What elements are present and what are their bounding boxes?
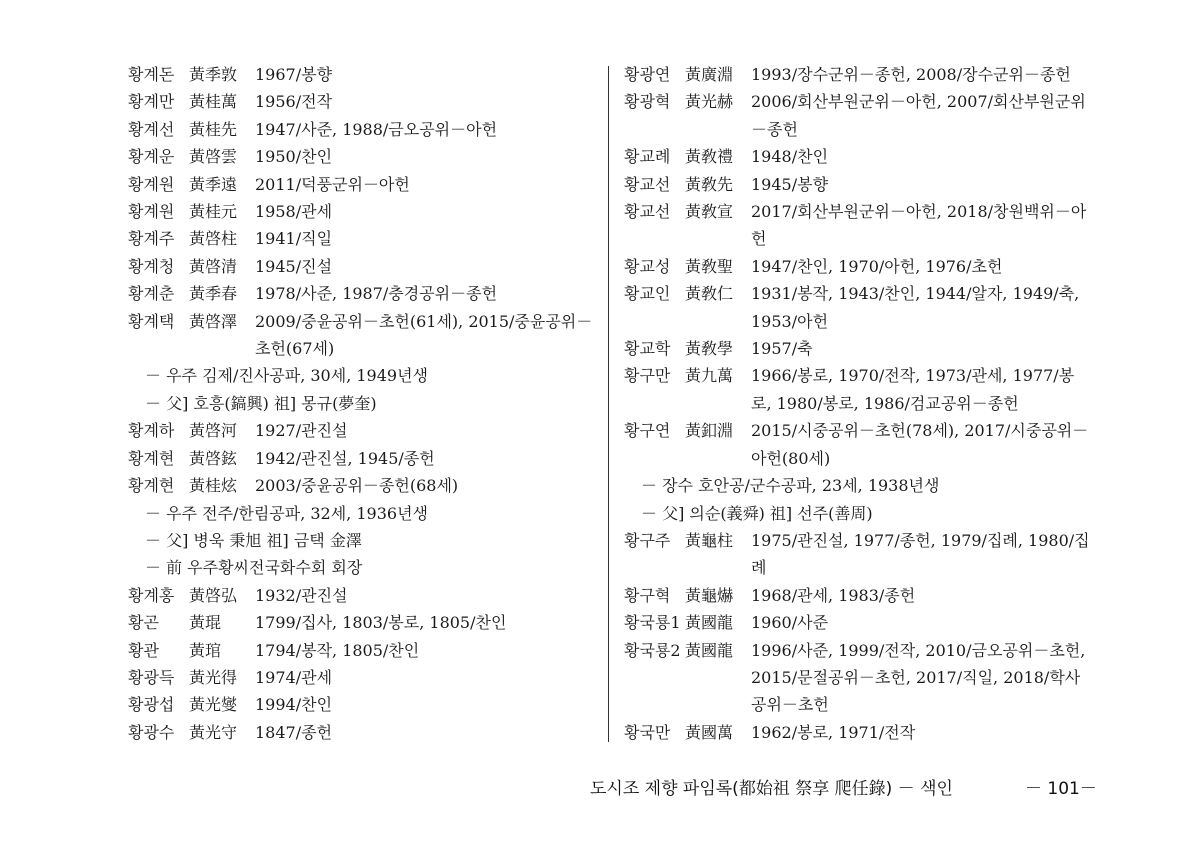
entry-hanja: 黃光赫 <box>685 92 734 112</box>
entry-name: 황광연 <box>624 65 671 84</box>
index-entry <box>128 253 598 280</box>
index-entry <box>128 88 598 115</box>
entry-detail: 1966/봉로, 1970/전작, 1973/관세, 1977/봉로, 1980/봉로, 1986/검교공위－종헌 <box>751 366 1075 413</box>
entry-name: 황광득 <box>128 667 175 687</box>
entry-hanja: 黃光得 <box>189 667 238 687</box>
index-entry <box>624 417 1094 472</box>
entry-name: 황교학 <box>624 339 671 359</box>
entry-note: － 父] 병욱 秉旭 祖] 금택 金澤 <box>145 530 362 550</box>
entry-name: 황계돈 <box>128 65 175 84</box>
index-entry <box>128 445 598 472</box>
entry-name: 황구만 <box>624 366 671 386</box>
entry-name: 황구혁 <box>624 585 671 605</box>
entry-detail: 1948/찬인 <box>751 147 829 167</box>
entry-hanja: 黃敎禮 <box>685 147 734 167</box>
entry-note: － 前 우주황씨전국화수회 회장 <box>145 558 363 578</box>
entry-name: 황국룡2 <box>624 640 681 660</box>
entry-hanja: 黃國萬 <box>685 722 734 742</box>
index-entry <box>624 88 1094 143</box>
index-entry <box>624 637 1094 719</box>
index-entry <box>128 472 598 499</box>
entry-detail: 1974/관세 <box>255 667 333 687</box>
entry-name: 황계운 <box>128 147 175 167</box>
left-column <box>128 61 598 746</box>
entry-name: 황계현 <box>128 448 175 468</box>
entry-name: 황계청 <box>128 256 175 276</box>
entry-detail: 1993/장수군위－종헌, 2008/장수군위－종헌 <box>751 65 1071 84</box>
entry-hanja: 黃桂萬 <box>189 92 238 112</box>
index-entry <box>624 280 1094 335</box>
entry-hanja: 黃啓澤 <box>189 311 238 331</box>
entry-detail: 1958/관세 <box>255 202 333 222</box>
entry-note: － 장수 호안공/군수공파, 23세, 1938년생 <box>641 476 940 496</box>
entry-detail: 2017/회산부원군위－아헌, 2018/창원백위－아헌 <box>751 202 1087 249</box>
entry-hanja: 黃啓河 <box>189 421 238 441</box>
index-entry <box>128 719 598 746</box>
footer-title: 도시조 제향 파임록(都始祖 祭享 爬任錄) － 색인 <box>590 779 953 799</box>
index-entry <box>128 225 598 252</box>
entry-hanja: 黃桂炫 <box>189 476 238 496</box>
entry-detail: 1947/찬인, 1970/아헌, 1976/초헌 <box>751 256 1003 276</box>
entry-detail: 1956/전작 <box>255 92 333 112</box>
entry-detail: 1799/집사, 1803/봉로, 1805/찬인 <box>255 613 507 633</box>
index-entry <box>128 143 598 170</box>
index-entry <box>128 171 598 198</box>
entry-detail: 1932/관진설 <box>255 585 348 605</box>
index-entry <box>624 143 1094 170</box>
entry-name: 황계주 <box>128 229 175 249</box>
entry-detail: 1847/종헌 <box>255 722 333 742</box>
entry-name: 황국룡1 <box>624 613 681 633</box>
entry-name: 황계선 <box>128 119 175 139</box>
index-entry <box>128 308 598 363</box>
entry-hanja: 黃龜柱 <box>685 530 734 550</box>
entry-hanja: 黃啓雲 <box>189 147 238 167</box>
entry-name: 황계원 <box>128 174 175 194</box>
index-entry <box>128 61 598 88</box>
index-entry <box>624 362 1094 417</box>
entry-detail: 1950/찬인 <box>255 147 333 167</box>
entry-name: 황교례 <box>624 147 671 167</box>
entry-hanja: 黃廣淵 <box>685 65 734 84</box>
index-entry <box>624 719 1094 746</box>
entry-name: 황교인 <box>624 284 671 304</box>
entry-name: 황교선 <box>624 174 671 194</box>
entry-detail: 1941/직일 <box>255 229 333 249</box>
entry-detail: 1967/봉향 <box>255 65 333 84</box>
page-number: － 101－ <box>1025 779 1097 799</box>
entry-detail: 1947/사준, 1988/금오공위－아헌 <box>255 119 498 139</box>
index-entry <box>624 609 1094 636</box>
entry-hanja: 黃敎學 <box>685 339 734 359</box>
entry-detail: 2003/중윤공위－종헌(68세) <box>255 476 459 496</box>
entry-note: － 父] 의순(義舜) 祖] 선주(善周) <box>641 503 873 523</box>
entry-note: － 우주 전주/한림공파, 32세, 1936년생 <box>145 503 429 523</box>
entry-name: 황교성 <box>624 256 671 276</box>
entry-name: 황계택 <box>128 311 175 331</box>
entry-detail: 2011/덕풍군위－아헌 <box>255 174 410 194</box>
entry-hanja: 黃光燮 <box>189 695 238 715</box>
entry-name: 황구연 <box>624 421 671 441</box>
index-entry <box>128 637 598 664</box>
entry-name: 황계홍 <box>128 585 175 605</box>
index-entry <box>624 61 1094 88</box>
entry-detail: 1942/관진설, 1945/종헌 <box>255 448 435 468</box>
index-entry <box>624 171 1094 198</box>
entry-hanja: 黃桂元 <box>189 202 238 222</box>
entry-detail: 1945/진설 <box>255 256 333 276</box>
index-entry <box>128 691 598 718</box>
entry-name: 황국만 <box>624 722 671 742</box>
entry-hanja: 黃光守 <box>189 722 238 742</box>
index-entry <box>128 280 598 307</box>
entry-name: 황계만 <box>128 92 175 112</box>
column-divider <box>608 66 609 742</box>
entry-hanja: 黃國龍 <box>685 613 734 633</box>
index-entry <box>128 417 598 444</box>
entry-detail: 1945/봉향 <box>751 174 829 194</box>
entry-hanja: 黃桂先 <box>189 119 238 139</box>
index-entry <box>624 527 1094 582</box>
index-entry <box>128 198 598 225</box>
entry-name: 황계춘 <box>128 284 175 304</box>
entry-detail: 1994/찬인 <box>255 695 333 715</box>
entry-name: 황계원 <box>128 202 175 222</box>
entry-hanja: 黃琯 <box>189 640 222 660</box>
entry-note: － 父] 호흥(鎬興) 祖] 몽규(夢奎) <box>145 393 377 413</box>
entry-detail: 1794/봉작, 1805/찬인 <box>255 640 420 660</box>
entry-hanja: 黃龜爀 <box>685 585 734 605</box>
entry-name: 황관 <box>128 640 159 660</box>
entry-hanja: 黃國龍 <box>685 640 734 660</box>
entry-hanja: 黃釦淵 <box>685 421 734 441</box>
right-column <box>624 61 1094 746</box>
index-entry <box>624 253 1094 280</box>
index-entry <box>624 335 1094 362</box>
index-entry <box>624 198 1094 253</box>
entry-hanja: 黃啓弘 <box>189 585 238 605</box>
entry-hanja: 黃啓鉉 <box>189 448 238 468</box>
index-entry <box>624 582 1094 609</box>
entry-name: 황계하 <box>128 421 175 441</box>
entry-detail: 1975/관진설, 1977/종헌, 1979/집례, 1980/집례 <box>751 530 1090 578</box>
entry-detail: 2006/회산부원군위－아헌, 2007/회산부원군위－종헌 <box>751 92 1086 139</box>
entry-detail: 1962/봉로, 1971/전작 <box>751 722 916 742</box>
entry-detail: 1996/사준, 1999/전작, 2010/금오공위－초헌, 2015/문절공위－초헌, 2017/직일, 2018/학사공위－초헌 <box>751 640 1086 715</box>
index-entry <box>128 582 598 609</box>
entry-detail: 1927/관진설 <box>255 421 348 441</box>
entry-hanja: 黃敎仁 <box>685 284 734 304</box>
entry-name: 황계현 <box>128 476 175 496</box>
entry-detail: 2015/시중공위－초헌(78세), 2017/시중공위－아헌(80세) <box>751 421 1089 468</box>
entry-name: 황곤 <box>128 613 159 633</box>
entry-detail: 2009/중윤공위－초헌(61세), 2015/중윤공위－초헌(67세) <box>255 311 593 359</box>
entry-detail: 1957/축 <box>751 339 813 359</box>
entry-detail: 1931/봉작, 1943/찬인, 1944/알자, 1949/축, 1953/아헌 <box>751 284 1080 331</box>
entry-name: 황교선 <box>624 202 671 222</box>
entry-hanja: 黃啓柱 <box>189 229 238 249</box>
entry-detail: 1978/사준, 1987/충경공위－종헌 <box>255 284 498 304</box>
index-entry <box>128 116 598 143</box>
entry-hanja: 黃啓清 <box>189 256 238 276</box>
entry-hanja: 黃敎先 <box>685 174 734 194</box>
entry-hanja: 黃九萬 <box>685 366 734 386</box>
entry-name: 황구주 <box>624 530 671 550</box>
entry-hanja: 黃季春 <box>189 284 238 304</box>
entry-note: － 우주 김제/진사공파, 30세, 1949년생 <box>145 366 429 386</box>
entry-name: 황광섭 <box>128 695 175 715</box>
index-entry <box>128 664 598 691</box>
entry-name: 황광수 <box>128 722 175 742</box>
entry-hanja: 黃季敦 <box>189 65 238 84</box>
entry-hanja: 黃季遠 <box>189 174 238 194</box>
entry-detail: 1968/관세, 1983/종헌 <box>751 585 916 605</box>
entry-hanja: 黃琨 <box>189 613 222 633</box>
entry-hanja: 黃敎宣 <box>685 202 734 222</box>
index-entry <box>128 609 598 636</box>
entry-detail: 1960/사준 <box>751 613 829 633</box>
entry-hanja: 黃敎聖 <box>685 256 734 276</box>
entry-name: 황광혁 <box>624 92 671 112</box>
